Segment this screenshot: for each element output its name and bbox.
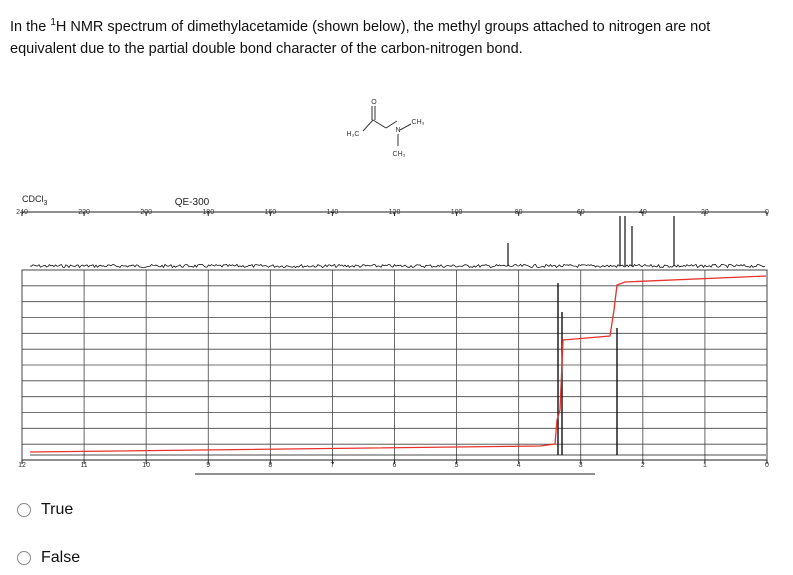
h1-tick-label: 4 (516, 462, 521, 469)
c13-axis (16, 209, 769, 216)
h1-tick-label: 1 (702, 462, 707, 469)
h1-peaks (30, 283, 766, 455)
c13-tick-label: 0 (765, 209, 769, 216)
c13-tick-label: 20 (701, 209, 709, 216)
molecule-ch3-right-label: CH₃ (411, 119, 425, 126)
h1-tick-label: 12 (18, 462, 26, 469)
c13-tick-label: 180 (202, 209, 215, 216)
c13-tick-label: 80 (514, 209, 523, 216)
solvent-label-subscript: 3 (43, 200, 48, 207)
h1-tick-label: 3 (578, 462, 583, 469)
solvent-label (22, 194, 48, 207)
h1-tick-label: 0 (765, 462, 769, 469)
h1-spectrum-grid (22, 270, 767, 460)
h1-tick-label: 10 (142, 462, 151, 469)
h1-tick-label: 11 (80, 462, 88, 469)
c13-tick-label: 100 (450, 209, 463, 216)
molecule-h3c-label: H₃C (346, 131, 360, 138)
question-superscript: 1 (50, 17, 56, 28)
c13-tick-label: 140 (326, 209, 339, 216)
solvent-label-text: CDCl (22, 194, 44, 204)
h1-tick-label: 2 (640, 462, 645, 469)
c13-tick-label: 240 (16, 209, 28, 216)
option-false-label: False (41, 549, 81, 566)
instrument-label: QE-300 (174, 197, 210, 208)
integral-line (30, 276, 766, 452)
c13-tick-label: 60 (576, 209, 585, 216)
h1-tick-label: 6 (392, 462, 397, 469)
radio-true[interactable] (17, 503, 31, 517)
h1-tick-label: 5 (454, 462, 459, 469)
radio-false[interactable] (17, 551, 31, 565)
option-true-label: True (41, 501, 74, 518)
h1-axis (18, 460, 769, 474)
molecule-o-label: O (371, 99, 377, 106)
question-part1: In the (10, 18, 51, 35)
c13-spectrum-trace (30, 216, 765, 268)
h1-tick-label: 8 (268, 462, 273, 469)
c13-tick-label: 120 (388, 209, 401, 216)
c13-tick-label: 40 (638, 209, 647, 216)
c13-tick-label: 200 (140, 209, 153, 216)
question-text (10, 12, 780, 60)
c13-tick-label: 220 (78, 209, 90, 216)
option-true[interactable] (17, 501, 73, 519)
c13-baseline-noise (30, 264, 765, 267)
nmr-spectrum-figure (0, 90, 793, 480)
h1-tick-label: 7 (330, 462, 335, 469)
question-part2: H NMR spectrum of dimethylacetamide (shown below), the methyl groups attached to nitrogen are not equivalent due to the partial double bond character of the carbon-nitrogen bond. (10, 18, 711, 57)
c13-tick-label: 160 (264, 209, 277, 216)
integral-curve (30, 276, 766, 452)
molecule-ch3-bottom-label: CH₃ (392, 151, 406, 158)
h1-tick-label: 9 (206, 462, 211, 469)
molecule-n-label: N (395, 127, 401, 134)
molecule-structure (363, 106, 411, 146)
option-false[interactable] (17, 549, 80, 567)
